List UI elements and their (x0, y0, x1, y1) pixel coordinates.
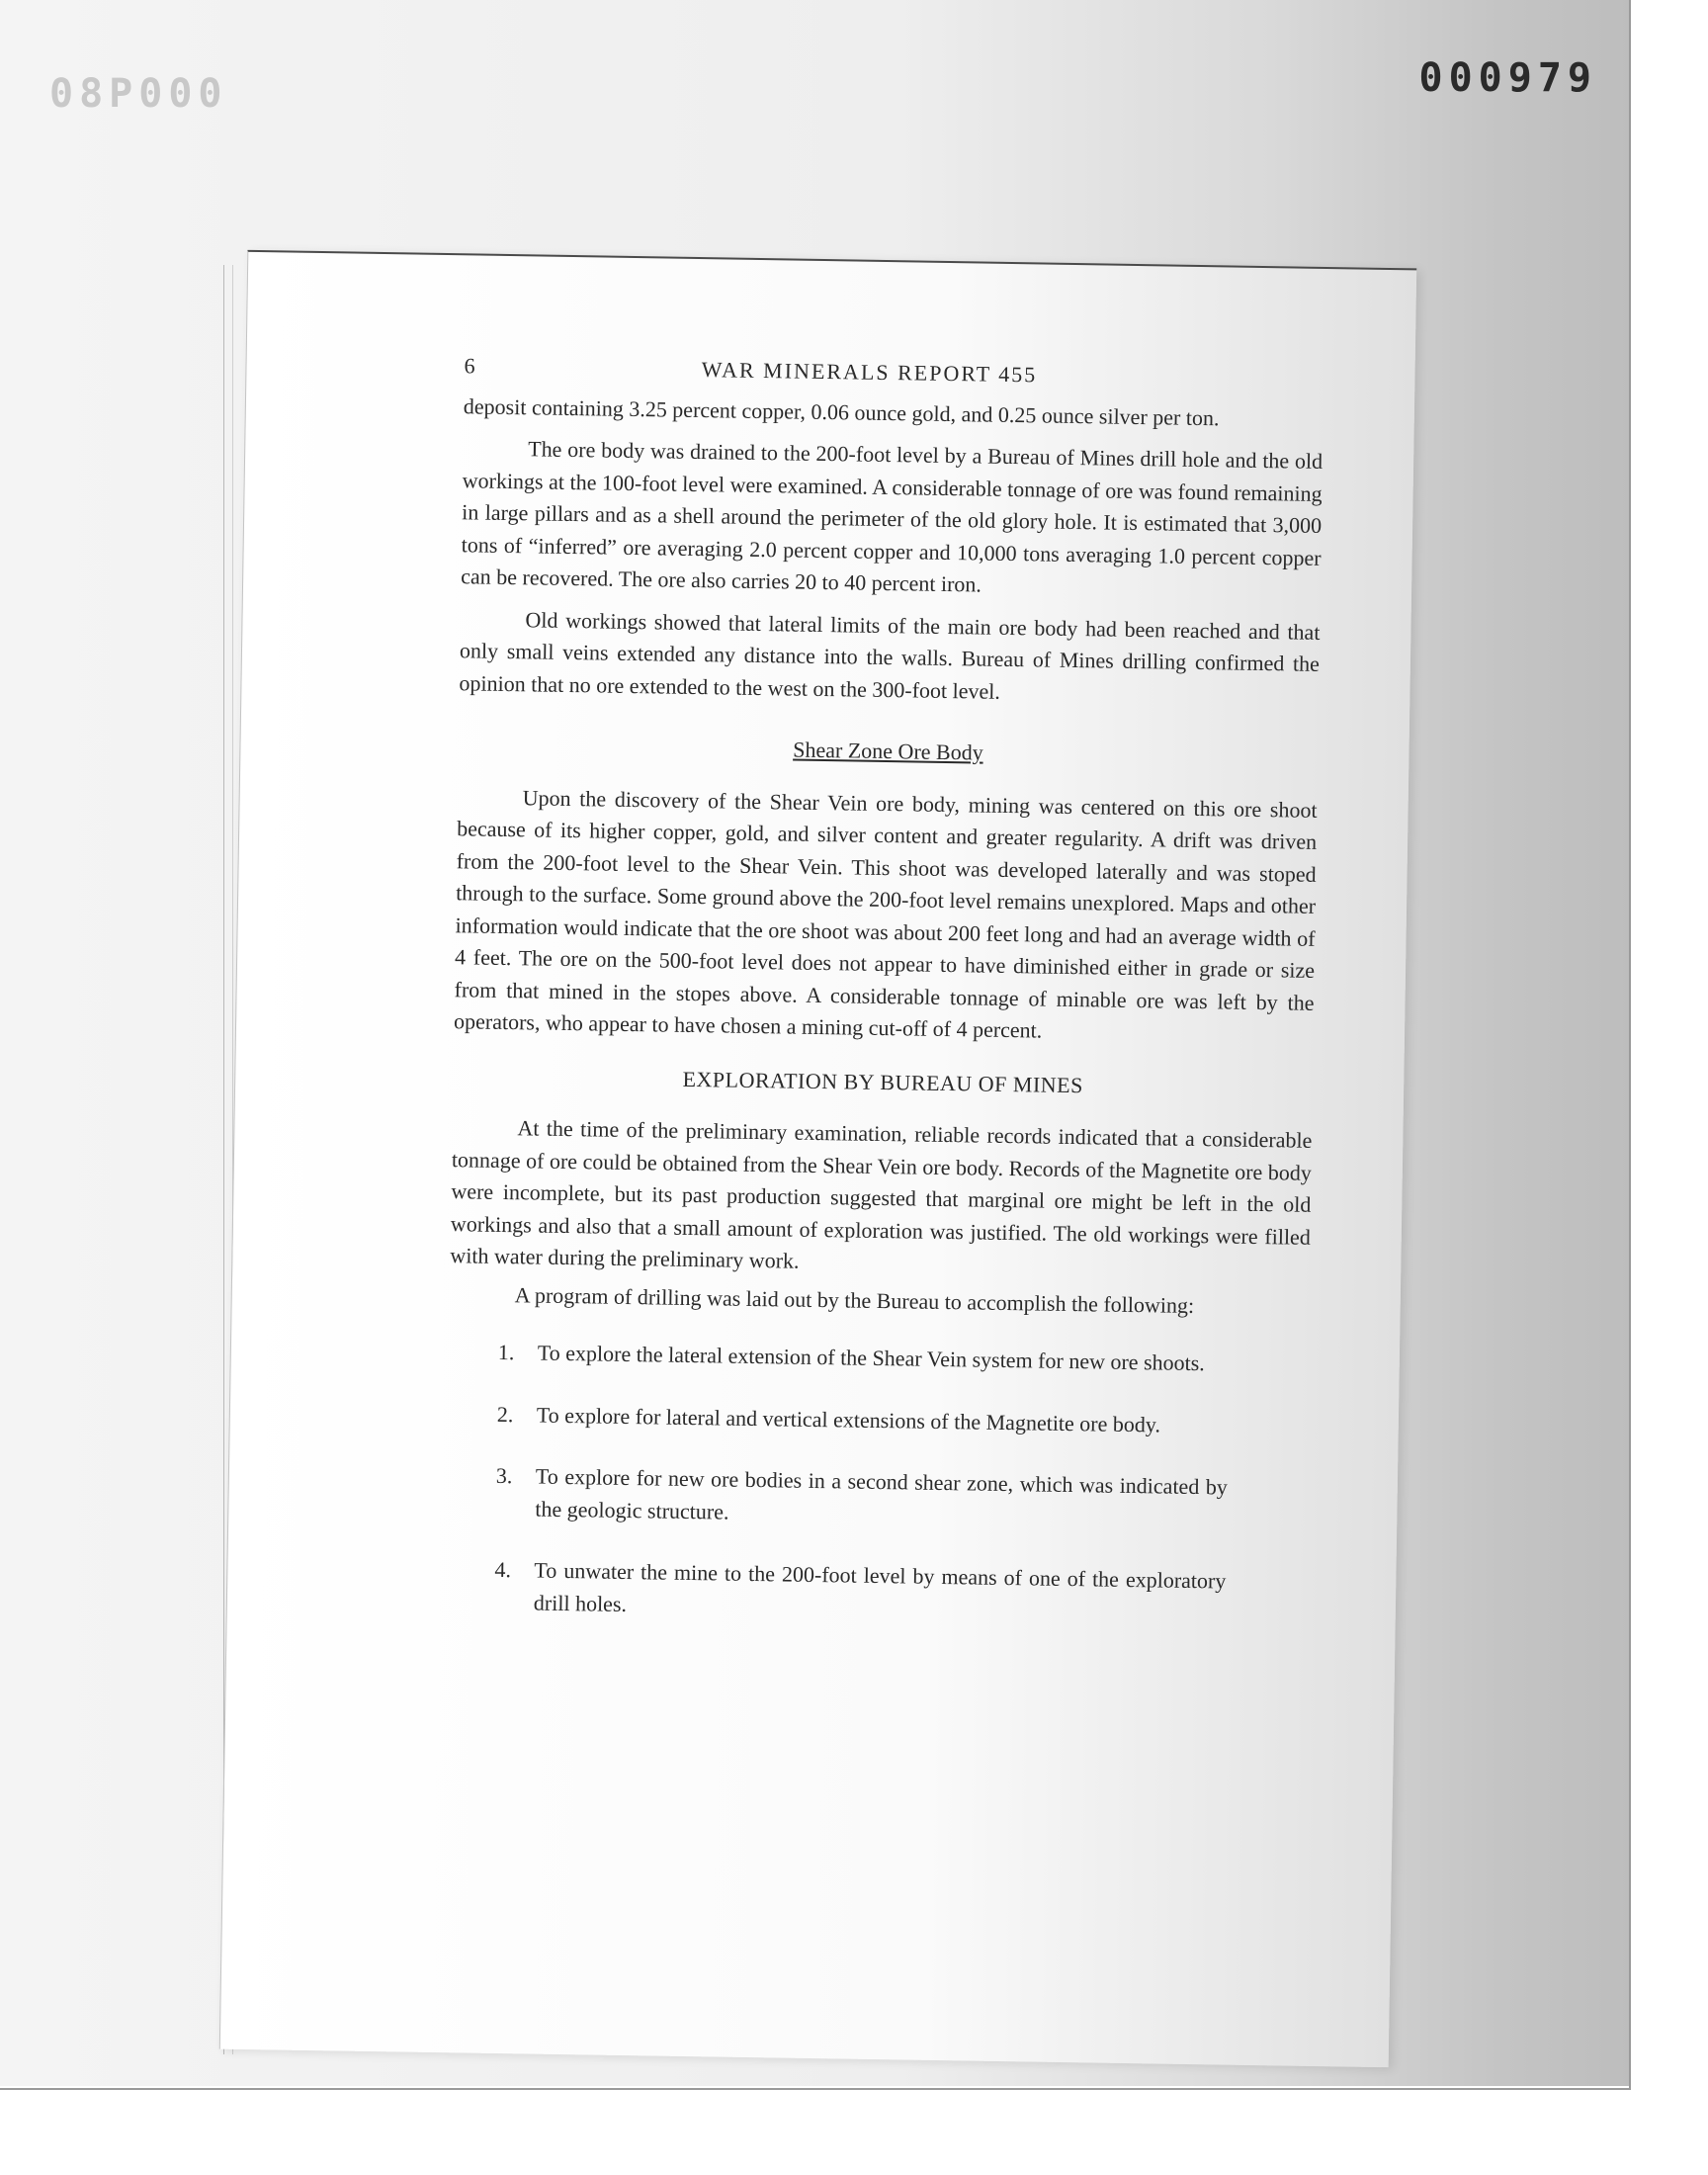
document-stamp-number: 000979 (1418, 55, 1597, 101)
list-item (498, 1337, 1230, 1380)
list-item (495, 1460, 1228, 1536)
running-head: WAR MINERALS REPORT 455 (701, 357, 1038, 388)
page-content (444, 350, 1324, 1661)
paragraph-old-workings: Old workings showed that lateral limits of the main ore body had been reached and that only small veins extended any distance into the walls. Bureau of Mines drilling confirmed the opinion that no ore extended to the west on the 300-foot level. (459, 606, 1321, 704)
paragraph-ore-body-drained: The ore body was drained to the 200-foot level by a Bureau of Mines drill hole and the old workings at the 100-foot level were examined. A considerable tonnage of ore was found remaining in large pillars and as a shell around the perimeter of the old glory hole. It is estimated that 3,000 tons of “inferred” ore averaging 2.0 percent copper and 10,000 tons averaging 1.0 percent copper can be recovered. The ore also carries 20 to 40 percent iron. (461, 436, 1324, 597)
list-item-number: 3. (495, 1462, 513, 1489)
scan-right-edge (1629, 0, 1631, 2088)
paragraph-preliminary-examination: At the time of the preliminary examination, reliable records indicated that a considerable tonnage of ore could be obtained from the Shear Vein ore body. Records of the Magnetite ore body were incomplete, but its past production suggested that marginal ore might be left in the old workings and also that a small amount of exploration was justified. The old workings were filled with water during the preliminary work. (450, 1115, 1313, 1273)
list-item (497, 1398, 1229, 1441)
list-item-number: 2. (496, 1401, 514, 1427)
scan-bottom-edge (0, 2088, 1631, 2090)
printed-page (219, 250, 1416, 2067)
paragraph-shear-vein: Upon the discovery of the Shear Vein ore body, mining was centered on this ore shoot because of its higher copper, gold, and silver content and greater regularity. A drift was driven from the 200-foot level to the Shear Vein. This shoot was developed laterally and was stoped through to the surface. Some ground above the 200-foot level remains unexplored. Maps and other information would indicate that the ore shoot was about 200 feet long and had an average width of 4 feet. The ore on the 500-foot level does not appear to have diminished either in grade or size from that mined in the stopes above. A considerable tonnage of minable ore was left by the operators, who appear to have chosen a mining cut-off of 4 percent. (453, 784, 1318, 1043)
faded-stamp-number: 08P000 (49, 71, 228, 117)
page-number: 6 (464, 353, 475, 379)
list-item (494, 1554, 1227, 1630)
list-item-text: To explore the lateral extension of the Shear Vein system for new ore shoots. (537, 1340, 1205, 1376)
list-item-number: 4. (494, 1556, 512, 1583)
paragraph-drilling-program: A program of drilling was laid out by the Bureau to accomplish the following: (514, 1281, 1195, 1318)
paragraph-continued: deposit containing 3.25 percent copper, 0.06 ounce gold, and 0.25 ounce silver per ton. (463, 392, 1220, 430)
list-item-text: To explore for lateral and vertical extensions of the Magnetite ore body. (536, 1402, 1161, 1436)
section-heading-exploration: EXPLORATION BY BUREAU OF MINES (682, 1066, 1084, 1097)
page-header (464, 350, 1324, 395)
objectives-list (494, 1337, 1230, 1630)
list-item-text: To unwater the mine to the 200-foot level by means of one of the exploratory drill holes. (533, 1557, 1227, 1616)
scan-margin-right (1631, 0, 1708, 2175)
subheading-shear-zone: Shear Zone Ore Body (793, 737, 983, 765)
scan-margin-bottom (0, 2086, 1708, 2175)
list-item-text: To explore for new ore bodies in a second shear zone, which was indicated by the geologic structure. (535, 1463, 1229, 1524)
list-item-number: 1. (497, 1339, 515, 1365)
